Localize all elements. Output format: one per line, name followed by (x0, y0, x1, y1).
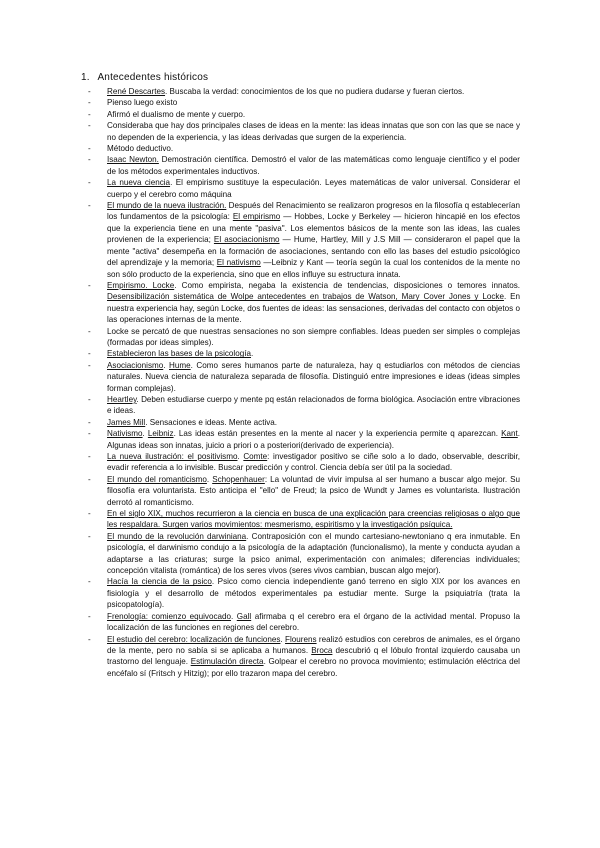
underlined-term: La nueva ciencia (107, 178, 171, 188)
underlined-term: Isaac Newton. (107, 155, 159, 165)
list-item (81, 634, 520, 680)
list-item (81, 360, 520, 394)
underlined-term: James Mill (107, 417, 146, 427)
item-text: — Hume, Hartley, Mill y J.S Mill — consideraron el papel que la mente "activa" desempeña en la formación de asociaciones, sentando con ello las bases del estudio psicológico del aprendizaje y la memoria; (107, 235, 520, 268)
underlined-term: Leibniz (147, 429, 174, 439)
underlined-term: Heartley (107, 394, 137, 404)
list-item (81, 428, 520, 451)
list-item (81, 143, 520, 154)
list-item (81, 154, 520, 177)
item-text: afirmaba q el cerebro era el órgano de la actividad mental. Propuso la localización de las funciones en regiones del cerebro. (107, 611, 521, 633)
item-text: . Las ideas están presentes en la mente al nacer y la experiencia permite q aparezcan. (173, 429, 502, 439)
list-item (81, 200, 520, 280)
underlined-term: Hume (169, 360, 191, 370)
list-item (81, 177, 520, 200)
list-item (81, 474, 520, 508)
item-text: . (280, 634, 286, 644)
underlined-term: Empirismo. Locke (107, 280, 175, 290)
underlined-term: Schopenhauer (212, 474, 265, 484)
underlined-term: Hacía la ciencia de la psico (107, 577, 212, 587)
list-item (81, 109, 520, 120)
underlined-term: El mundo del romanticismo (107, 474, 207, 484)
list-item (81, 417, 520, 428)
list-item (81, 611, 520, 634)
underlined-term: Nativismo (107, 429, 143, 439)
list-item (81, 451, 520, 474)
list-item (81, 326, 520, 349)
underlined-term: Frenología: comienzo equivocado (107, 611, 232, 621)
item-text: . (206, 474, 213, 484)
item-text: . Contraposición con el mundo cartesiano-newtoniano q era inmutable. En psicología, el darwinismo condujo a la psicología de la adaptación (funcionalismo), la mente y conducta ayudan a adaptarse a las criaturas; surge la psico animal, experimentación con animales; diferencias individuales; concepción vitalista (romántica) de los seres vivos (seres vivos cambian, buscan algo mejor). (107, 531, 520, 576)
item-text: . (142, 429, 148, 439)
item-text: . El empirismo sustituye la especulación. Leyes matemáticas de valor universal. Considerar el cuerpo y el cerebro como máquina (107, 178, 520, 199)
item-text: — Hobbes, Locke y Berkeley — hicieron hincapié en los efectos que la experiencia tiene en una mente "pasiva". Los elementos básicos de la mente son las ideas, las cuales provienen de la experiencia; (107, 212, 520, 245)
underlined-term: El estudio del cerebro: localización de funciones (107, 634, 281, 644)
list-item (81, 86, 520, 97)
item-text: . Deben estudiarse cuerpo y mente pq están relacionados de forma biológica. Asociación entre vibraciones e ideas. (107, 394, 520, 416)
item-text: : investigador positivo se ciñe solo a lo dado, observable, describir, evadir referencia a lo invisible. Buscar predicción y control. Ciencia debía ser útil pa la sociedad. (107, 452, 521, 473)
underlined-term: El mundo de la revolución darwiniana (107, 531, 247, 541)
item-text: Locke se percató de que nuestras sensaciones no son siempre confiables. Ideas pueden ser simples o complejas (formadas por ideas simples). (107, 326, 520, 347)
item-text: . (250, 349, 254, 359)
item-text: . Algunas ideas son innatas, juicio a priori o a posteriori(derivado de experiencia). (107, 429, 520, 450)
item-text: . (231, 611, 237, 621)
item-text: : La voluntad de vivir impulsa al ser humano a buscar algo mejor. Su filosofía era voluntarista. Esto anticipa el "ello" de Freud; la psico de Wundt y James es voluntarista. Ilustración derrotó al romanticismo. (107, 474, 520, 507)
underlined-term: El mundo de la nueva ilustración. (107, 201, 227, 211)
item-text: —Leibniz y Kant — teoría según la cual los contenidos de la mente no son sólo producto de la experiencia, sino que en ellos influye su estructura innata. (107, 258, 520, 279)
underlined-term: Asociacionismo (107, 360, 164, 370)
item-text: . Sensaciones e ideas. Mente activa. (145, 417, 278, 427)
section-number: 1. (81, 72, 90, 83)
item-text: Consideraba que hay dos principales clases de ideas en la mente: las ideas innatas que son con las que se nace y no dependen de la experiencia, y las ideas derivadas que surgen de la experiencia. (107, 121, 520, 142)
item-text: . Psico como ciencia independiente ganó terreno en siglo XIX por los avances en fisiología y el desarrollo de métodos experimentales pa estudiar mente. Surge la psiquiatría (trata la psicopatología). (107, 577, 521, 610)
item-text: . Buscaba la verdad: conocimientos de los que no pudiera dudarse y fueran ciertos. (165, 87, 465, 96)
underlined-term: Desensibilización sistemática de Wolpe antecedentes en trabajos de Watson, Mary Cover Jones y Locke (107, 292, 504, 302)
section-title: Antecedentes históricos (97, 72, 209, 83)
list-item (81, 531, 520, 577)
item-text: Demostración científica. Demostró el valor de las matemáticas como lenguaje científico y el poder de los métodos experimentales inductivos. (107, 155, 520, 176)
section-heading (81, 72, 520, 84)
underlined-term: La nueva ilustración: el positivismo (107, 452, 238, 461)
underlined-term: El asociacionismo (213, 235, 280, 245)
item-text: . Como seres humanos parte de naturaleza, hay q estudiarlos con métodos de ciencias naturales. Nueva ciencia de naturaleza separada de filosofía. Distinguió entre impresiones e ideas (ideas simples forman complejas). (107, 360, 521, 393)
item-text: . En nuestra experiencia hay, según Locke, dos fuentes de ideas: las sensaciones, derivadas del contacto con objetos o las operaciones internas de la mente. (107, 292, 520, 325)
underlined-term: En el siglo XIX, muchos recurrieron a la ciencia en busca de una explicación para creencias religiosas o algo que les respaldara. Surgen varios movimientos: mesmerismo, espiritismo y la investigación psíquica. (107, 509, 520, 530)
item-text: . Golpear el cerebro no provoca movimiento; estimulación eléctrica del encéfalo sí (Fritsch y Hitzig); por ello trazaron mapa del cerebro. (107, 657, 520, 678)
item-text: . (163, 360, 170, 370)
item-text: descubrió q el lóbulo frontal izquierdo causaba un trastorno del lenguaje. (107, 645, 520, 667)
list-item (81, 280, 520, 326)
list-item (81, 576, 520, 610)
item-text: Pienso luego existo (107, 98, 178, 108)
underlined-term: Broca (311, 645, 333, 655)
list-item (81, 120, 520, 143)
item-text: realizó estudios con cerebros de animales, es el órgano de la mente, pero no sabía si se aplicaba a humanos. (107, 634, 520, 655)
underlined-term: René Descartes (107, 87, 166, 96)
item-text: . (237, 452, 244, 461)
list-item (81, 97, 520, 108)
item-text: Método deductivo. (107, 144, 174, 154)
underlined-term: Estimulación directa (190, 657, 264, 667)
list-item (81, 348, 520, 359)
underlined-term: El empirismo (232, 212, 281, 222)
underlined-term: Establecieron las bases de la psicología (107, 349, 251, 359)
list-item (81, 394, 520, 417)
underlined-term: Gall (236, 611, 252, 621)
bullet-list (81, 86, 520, 679)
underlined-term: Comte (243, 452, 268, 461)
underlined-term: Flourens (285, 634, 317, 644)
underlined-term: El nativismo (216, 258, 261, 268)
list-item (81, 508, 520, 531)
item-text: . Como empirista, negaba la existencia de tendencias, disposiciones o temores innatos. (174, 280, 520, 290)
underlined-term: Kant (501, 429, 518, 439)
item-text: Después del Renacimiento se realizaron progresos en la filosofía q establecerían los fundamentos de la psicología: (107, 201, 521, 222)
item-text: Afirmó el dualismo de mente y cuerpo. (107, 109, 246, 119)
